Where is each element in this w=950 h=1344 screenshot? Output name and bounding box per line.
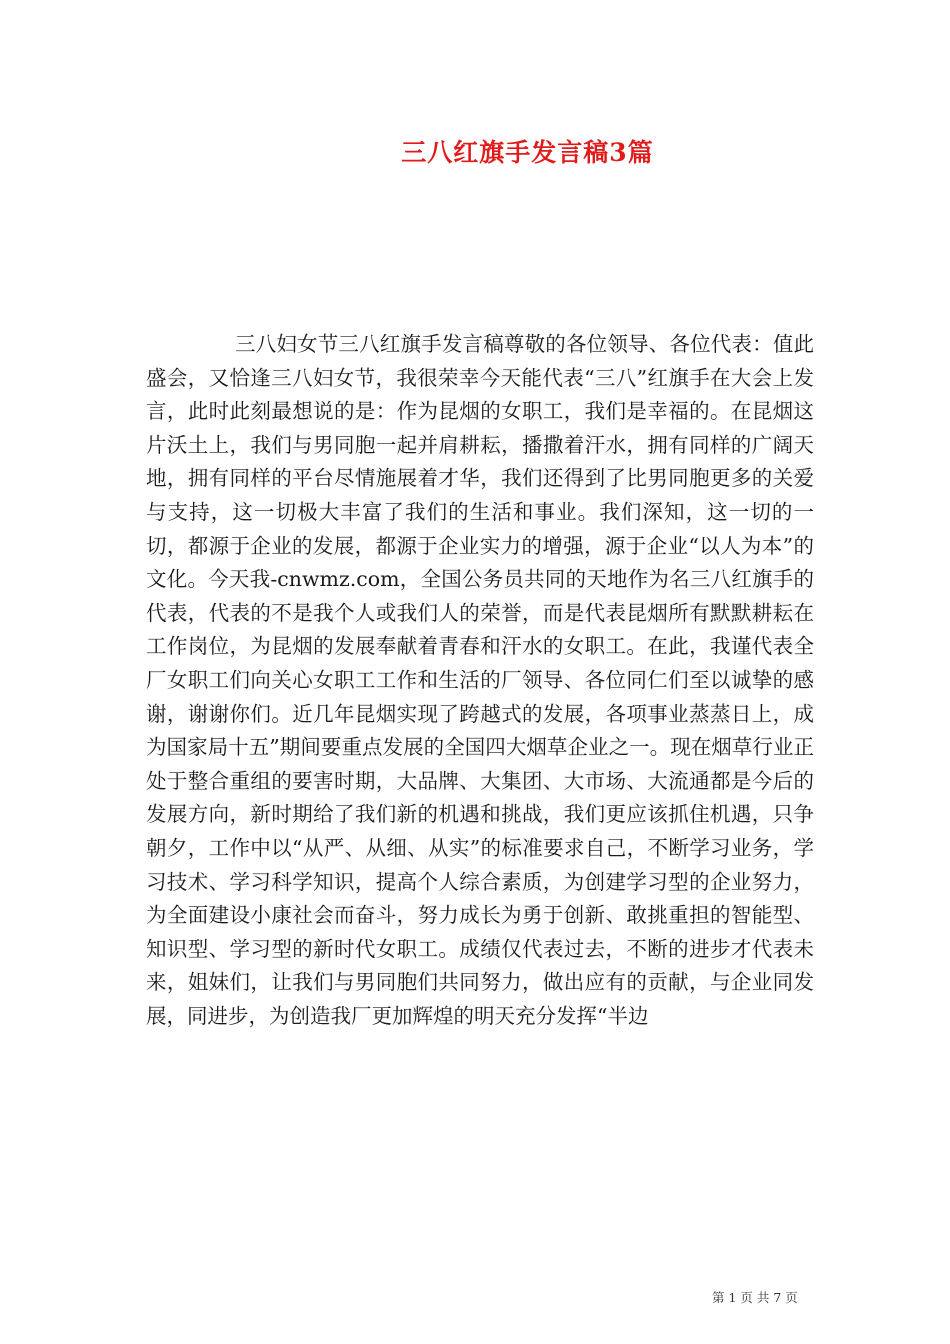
body-paragraph: 三八妇女节三八红旗手发言稿尊敬的各位领导、各位代表：值此盛会，又恰逢三八妇女节，我很荣幸今天能代表“三八”红旗手在大会上发言，此时此刻最想说的是：作为昆烟的女职工，我们是幸福的。在昆烟这片沃土上，我们与男同胞一起并肩耕耘，播撒着汗水，拥有同样的广阔天地，拥有同样的平台尽情施展着才华，我们还得到了比男同胞更多的关爱与支持，这一切极大丰富了我们的生活和事业。我们深知，这一切的一切，都源于企业的发展，都源于企业实力的增强，源于企业“以人为本”的文化。今天我-cnwmz.com，全国公务员共同的天地作为名三八红旗手的代表，代表的不是我个人或我们人的荣誉，而是代表昆烟所有默默耕耘在工作岗位，为昆烟的发展奉献着青春和汗水的女职工。在此，我谨代表全厂女职工们向关心女职工工作和生活的厂领导、各位同仁们至以诚挚的感谢，谢谢你们。近几年昆烟实现了跨越式的发展，各项事业蒸蒸日上，成为国家局十五”期间要重点发展的全国四大烟草企业之一。现在烟草行业正处于整合重组的要害时期，大品牌、大集团、大市场、大流通都是今后的发展方向，新时期给了我们新的机遇和挑战，我们更应该抓住机遇，只争朝夕，工作中以“从严、从细、从实”的标准要求自己，不断学习业务，学习技术、学习科学知识，提高个人综合素质，为创建学习型的企业努力，为全面建设小康社会而奋斗，努力成长为勇于创新、敢挑重担的智能型、知识型、学习型的新时代女职工。成绩仅代表过去，不断的进步才代表未来，姐妹们，让我们与男同胞们共同努力，做出应有的贡献，与企业同发展，同进步，为创造我厂更加辉煌的明天充分发挥“半边 [146, 332, 814, 1028]
page-number-footer: 第 1 页 共 7 页 [712, 1290, 798, 1305]
page-title: 三八红旗手发言稿3篇 [401, 138, 654, 167]
